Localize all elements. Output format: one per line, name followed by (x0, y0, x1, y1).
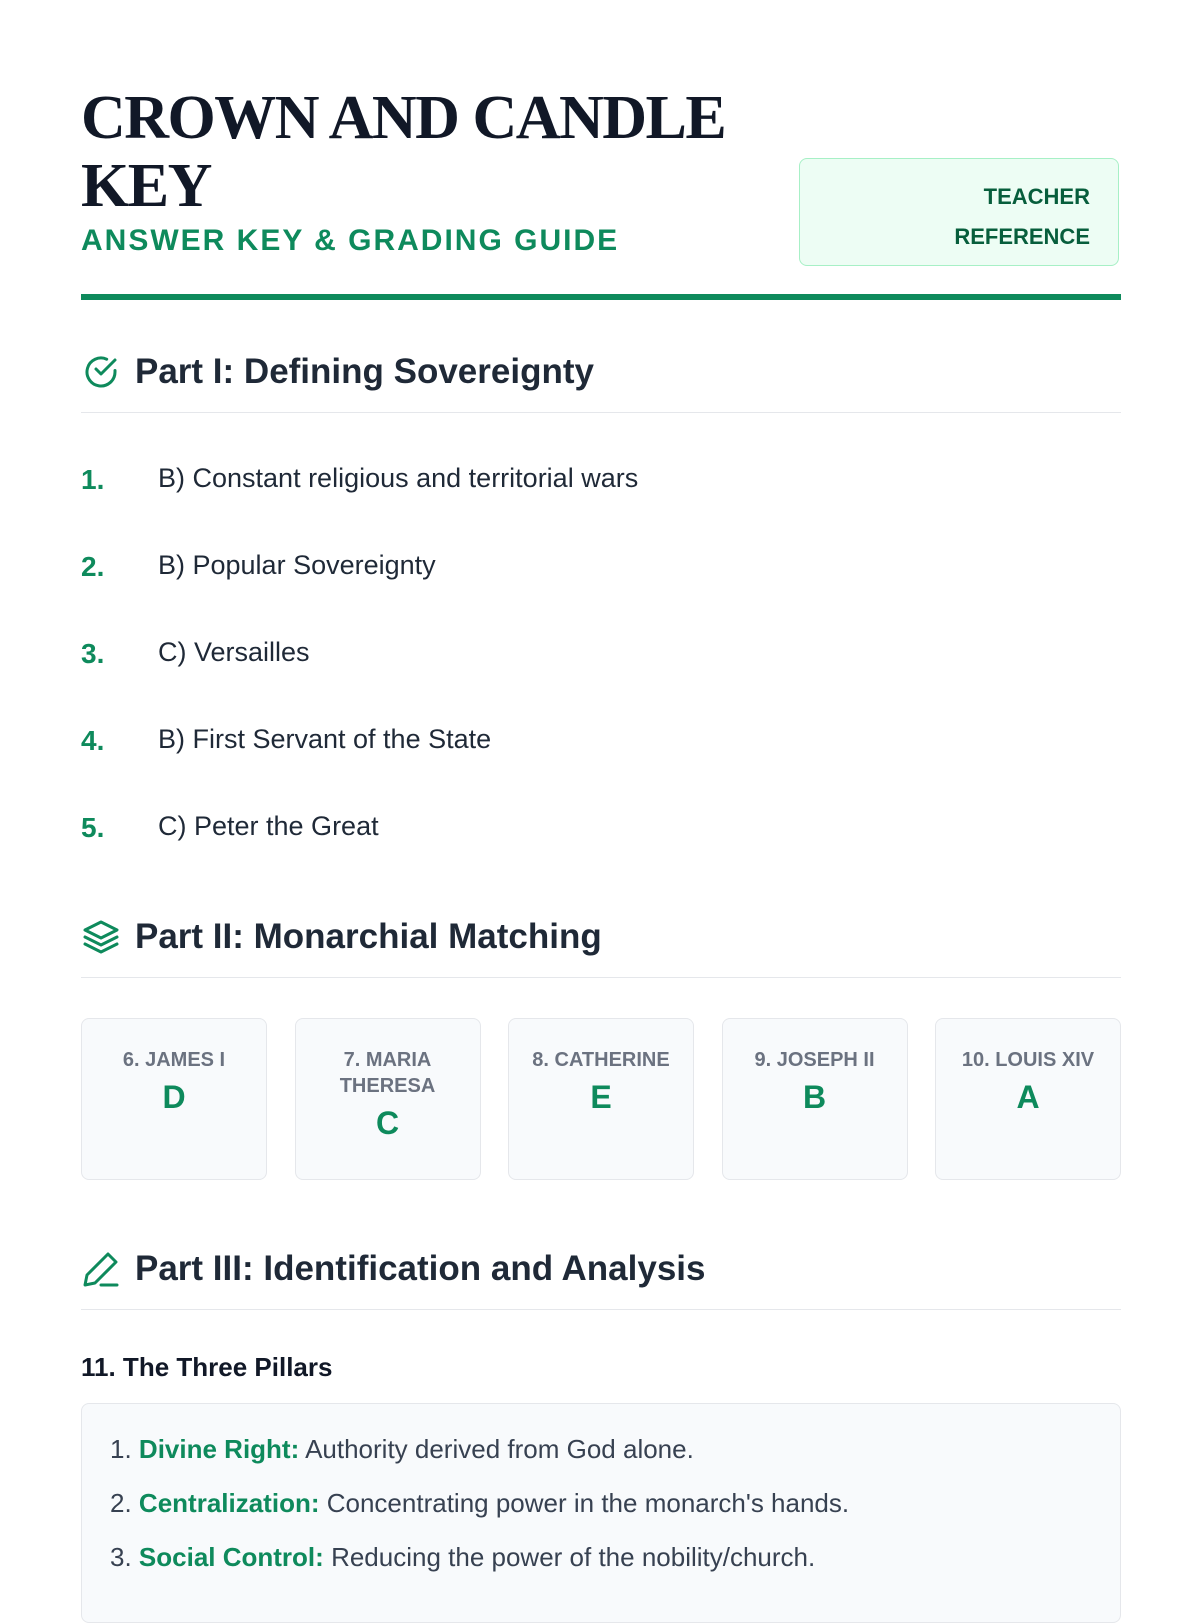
part3-heading: Part III: Identification and Analysis (135, 1249, 706, 1288)
pillar-number: 2. (110, 1488, 132, 1518)
pillar-text: Concentrating power in the monarch's hands. (326, 1488, 850, 1518)
mc-answer: C) Peter the Great (158, 811, 379, 841)
mc-number: 1. (81, 464, 105, 495)
part1-section-header (81, 352, 1121, 413)
match-card (81, 1018, 267, 1180)
pen-icon (81, 1249, 121, 1289)
pillars-list (110, 1422, 1092, 1584)
match-card (508, 1018, 694, 1180)
match-card (935, 1018, 1121, 1180)
page-header (81, 84, 1121, 304)
match-card (295, 1018, 481, 1180)
match-card-letter: E (590, 1079, 612, 1115)
mc-number: 5. (81, 812, 105, 843)
pillars-answer-box (81, 1403, 1121, 1623)
match-card-letter: A (1016, 1079, 1040, 1115)
mc-item (81, 634, 981, 674)
part2-heading: Part II: Monarchial Matching (135, 917, 602, 956)
mc-answer: C) Versailles (158, 637, 310, 667)
part2-section-header (81, 917, 1121, 978)
pillar-number: 3. (110, 1542, 132, 1572)
mc-number: 2. (81, 551, 105, 582)
matching-grid (81, 1018, 1121, 1180)
pillar-item (110, 1530, 1092, 1584)
teacher-reference-badge (799, 158, 1119, 266)
match-card-label: 10. LOUIS XIV (961, 1049, 1095, 1071)
mc-answer: B) Constant religious and territorial wars (158, 463, 639, 493)
match-card (722, 1018, 908, 1180)
part1-heading: Part I: Defining Sovereignty (135, 352, 594, 391)
mc-number: 4. (81, 725, 105, 756)
part3-section-header (81, 1249, 1121, 1310)
mc-item (81, 460, 981, 500)
mc-answer: B) Popular Sovereignty (158, 550, 436, 580)
question-title: 11. The Three Pillars (81, 1352, 333, 1382)
pillar-item (110, 1422, 1092, 1476)
header-divider (81, 294, 1121, 300)
mc-item (81, 808, 981, 848)
match-card-letter: C (375, 1105, 400, 1141)
match-card-label: 9. JOSEPH II (754, 1049, 875, 1071)
page-subtitle: ANSWER KEY & GRADING GUIDE (81, 224, 620, 257)
match-card-label: 7. MARIA THERESA (339, 1049, 436, 1097)
check-circle-icon (81, 352, 121, 392)
pillar-term: Divine Right: (138, 1434, 300, 1464)
pillar-item (110, 1476, 1092, 1530)
badge-line-1: TEACHER (983, 184, 1090, 209)
pillar-term: Centralization: (138, 1488, 320, 1518)
mc-number: 3. (81, 638, 105, 669)
match-card-letter: D (162, 1079, 186, 1115)
badge-line-2: REFERENCE (954, 224, 1090, 249)
match-card-label: 6. JAMES I (122, 1049, 226, 1071)
layers-icon (81, 917, 121, 957)
match-card-label: 8. CATHERINE (532, 1049, 670, 1071)
mc-answer: B) First Servant of the State (158, 724, 492, 754)
pillar-term: Social Control: (138, 1542, 324, 1572)
pillar-number: 1. (110, 1434, 132, 1464)
match-card-letter: B (802, 1079, 827, 1115)
pillar-text: Reducing the power of the nobility/church. (331, 1542, 816, 1572)
mc-item (81, 547, 981, 587)
mc-item (81, 721, 981, 761)
pillar-text: Authority derived from God alone. (305, 1434, 694, 1464)
page-title: CROWN AND CANDLE KEY (81, 84, 726, 220)
